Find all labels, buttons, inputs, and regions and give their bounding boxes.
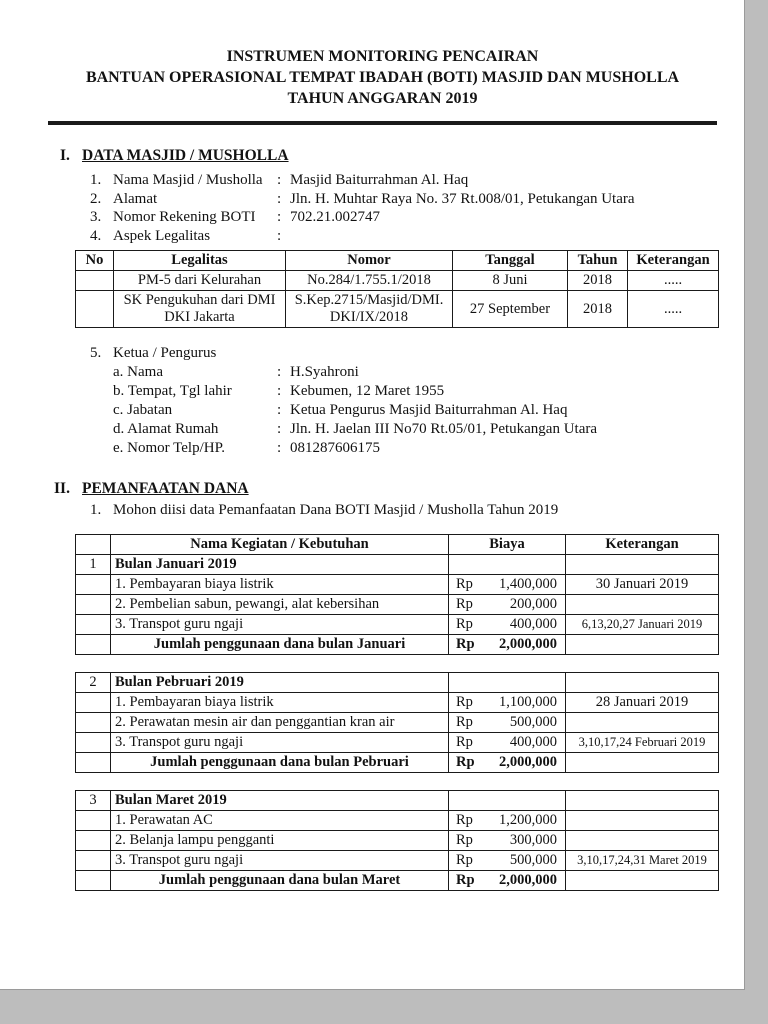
cell-tanggal: 27 September <box>453 291 568 328</box>
total-row <box>76 634 719 654</box>
section-1-number: I. <box>60 147 70 164</box>
cell-legalitas: SK Pengukuhan dari DMI DKI Jakarta <box>114 291 286 328</box>
cell-keterangan: 3,10,17,24 Februari 2019 <box>566 732 719 752</box>
cell-total-label: Jumlah penggunaan dana bulan Januari <box>111 634 449 654</box>
amount: 1,200,000 <box>499 811 557 828</box>
total-row <box>76 870 719 890</box>
cell-biaya <box>449 634 566 654</box>
sub-label: c. Jabatan <box>113 401 173 418</box>
currency-label: Rp <box>456 693 473 710</box>
section-2-number: II. <box>54 479 70 497</box>
month-title-row <box>76 672 719 692</box>
expense-row <box>76 574 719 594</box>
cell-legalitas: PM-5 dari Kelurahan <box>114 271 286 291</box>
cell-keterangan <box>566 870 719 890</box>
item-value: Jln. H. Muhtar Raya No. 37 Rt.008/01, Petukangan Utara <box>290 190 635 207</box>
cell-activity: 2. Perawatan mesin air dan penggantian kran air <box>111 712 449 732</box>
cell-no <box>76 291 114 328</box>
cell-no <box>76 692 111 712</box>
cell-biaya <box>449 574 566 594</box>
header-tahun: Tahun <box>568 251 628 271</box>
item-number: 1. <box>90 172 102 188</box>
item-colon <box>277 344 290 363</box>
amount: 500,000 <box>509 713 557 730</box>
item-value: Masjid Baiturrahman Al. Haq <box>290 172 469 188</box>
cell-activity: 1. Pembayaran biaya listrik <box>111 692 449 712</box>
cell-tahun: 2018 <box>568 291 628 328</box>
currency-label: Rp <box>456 851 473 868</box>
sub-colon: : <box>277 401 282 418</box>
cell-no <box>76 594 111 614</box>
cell-no <box>76 271 114 291</box>
cell-biaya <box>449 752 566 772</box>
item-label: Nama Masjid / Musholla <box>113 172 263 188</box>
cell-biaya <box>449 830 566 850</box>
header-no: No <box>76 251 114 271</box>
cell-biaya <box>449 712 566 732</box>
ketua-subitems <box>113 363 744 458</box>
item-number: 2. <box>90 190 102 207</box>
cell-no <box>76 850 111 870</box>
sub-label: d. Alamat Rumah <box>113 420 219 437</box>
section-1-title: DATA MASJID / MUSHOLLA <box>82 147 289 164</box>
cell-biaya <box>449 614 566 634</box>
currency-label: Rp <box>456 831 473 848</box>
cell-no <box>76 830 111 850</box>
list-item-ketua <box>90 344 744 363</box>
cell-tahun: 2018 <box>568 271 628 291</box>
cell-no <box>76 574 111 594</box>
cell-biaya <box>449 870 566 890</box>
cell-no <box>76 870 111 890</box>
cell-month-title: Bulan Maret 2019 <box>111 790 449 810</box>
title-line-3: TAHUN ANGGARAN 2019 <box>287 90 478 107</box>
cell-total-label: Jumlah penggunaan dana bulan Pebruari <box>111 752 449 772</box>
cell-keterangan: 6,13,20,27 Januari 2019 <box>566 614 719 634</box>
amount: 200,000 <box>509 595 557 612</box>
amount: 1,100,000 <box>499 693 557 710</box>
sub-item-tempat-lahir <box>113 382 744 401</box>
item-value <box>290 344 744 363</box>
masjid-data-list <box>90 171 744 245</box>
currency-label: Rp <box>456 575 473 592</box>
currency-label: Rp <box>456 811 473 828</box>
table-row <box>76 291 719 328</box>
cell-keterangan <box>566 830 719 850</box>
sub-value: Kebumen, 12 Maret 1955 <box>290 382 445 399</box>
cell-keterangan <box>566 594 719 614</box>
currency-label: Rp <box>456 871 475 888</box>
amount: 2,000,000 <box>499 753 557 770</box>
document-title <box>48 46 717 109</box>
cell-keterangan <box>566 790 719 810</box>
currency-label: Rp <box>456 595 473 612</box>
currency-label: Rp <box>456 615 473 632</box>
sub-label: a. Nama <box>113 363 163 380</box>
cell-keterangan <box>566 752 719 772</box>
sub-value: H.Syahroni <box>290 363 359 380</box>
sub-colon: : <box>277 439 282 456</box>
expense-row <box>76 830 719 850</box>
cell-nomor: No.284/1.755.1/2018 <box>286 271 453 291</box>
item-colon: : <box>277 190 282 207</box>
legalitas-table <box>75 250 719 328</box>
cell-no <box>76 634 111 654</box>
amount: 1,400,000 <box>499 575 557 592</box>
sub-colon: : <box>277 382 282 399</box>
cell-keterangan: ..... <box>628 291 719 328</box>
sub-value: Ketua Pengurus Masjid Baiturrahman Al. Haq <box>290 401 568 418</box>
cell-activity: 1. Perawatan AC <box>111 810 449 830</box>
expense-row <box>76 810 719 830</box>
cell-activity: 1. Pembayaran biaya listrik <box>111 574 449 594</box>
amount: 500,000 <box>509 851 557 868</box>
cell-keterangan: ..... <box>628 271 719 291</box>
cell-tanggal: 8 Juni <box>453 271 568 291</box>
list-item-rekening <box>90 208 744 227</box>
expense-row <box>76 692 719 712</box>
title-line-1: INSTRUMEN MONITORING PENCAIRAN <box>226 48 539 65</box>
header-tanggal: Tanggal <box>453 251 568 271</box>
sub-colon: : <box>277 420 282 437</box>
cell-keterangan <box>566 810 719 830</box>
cell-biaya <box>449 692 566 712</box>
expense-row <box>76 594 719 614</box>
item-value <box>290 227 744 246</box>
cell-biaya <box>449 672 566 692</box>
amount: 400,000 <box>509 733 557 750</box>
cell-keterangan: 30 Januari 2019 <box>566 574 719 594</box>
amount: 300,000 <box>509 831 557 848</box>
item-colon: : <box>277 209 282 226</box>
month-title-row <box>76 554 719 574</box>
cell-activity: 3. Transpot guru ngaji <box>111 732 449 752</box>
header-biaya: Biaya <box>449 534 566 554</box>
item-colon: : <box>277 172 282 188</box>
total-row <box>76 752 719 772</box>
sub-item-alamat-rumah <box>113 420 744 439</box>
ketua-pengurus-block <box>90 344 744 363</box>
cell-month-title: Bulan Pebruari 2019 <box>111 672 449 692</box>
cell-keterangan: 3,10,17,24,31 Maret 2019 <box>566 850 719 870</box>
sub-value: 081287606175 <box>290 439 380 456</box>
cell-no <box>76 712 111 732</box>
item-label: Aspek Legalitas <box>113 227 211 244</box>
cell-keterangan <box>566 672 719 692</box>
expense-row <box>76 850 719 870</box>
cell-month-no: 2 <box>76 672 111 692</box>
cell-no <box>76 810 111 830</box>
cell-month-no: 1 <box>76 554 111 574</box>
item-number: 5. <box>90 345 102 362</box>
section-2-intro <box>90 501 744 520</box>
header-nomor: Nomor <box>286 251 453 271</box>
dana-table-januari <box>75 534 719 655</box>
dana-table-pebruari <box>75 672 719 773</box>
item-value: 702.21.002747 <box>290 209 380 226</box>
header-kegiatan: Nama Kegiatan / Kebutuhan <box>111 534 449 554</box>
cell-biaya <box>449 790 566 810</box>
dana-table-maret <box>75 790 719 891</box>
cell-activity: 2. Belanja lampu pengganti <box>111 830 449 850</box>
cell-activity: 2. Pembelian sabun, pewangi, alat kebersihan <box>111 594 449 614</box>
section-2-heading <box>54 480 744 498</box>
intro-number: 1. <box>90 501 102 518</box>
cell-keterangan <box>566 712 719 732</box>
sub-item-nama <box>113 363 744 382</box>
sub-item-jabatan <box>113 401 744 420</box>
item-number: 3. <box>90 209 102 226</box>
cell-activity: 3. Transpot guru ngaji <box>111 850 449 870</box>
section-2-title: PEMANFAATAN DANA <box>82 479 249 497</box>
cell-no <box>76 752 111 772</box>
cell-biaya <box>449 732 566 752</box>
item-number: 4. <box>90 227 102 244</box>
amount: 400,000 <box>509 615 557 632</box>
sub-value: Jln. H. Jaelan III No70 Rt.05/01, Petukangan Utara <box>290 420 598 437</box>
cell-biaya <box>449 594 566 614</box>
sub-label: b. Tempat, Tgl lahir <box>113 382 232 399</box>
item-label: Alamat <box>113 190 158 207</box>
title-divider <box>48 121 717 125</box>
header-legalitas: Legalitas <box>114 251 286 271</box>
cell-no <box>76 614 111 634</box>
list-item-nama-masjid <box>90 171 744 190</box>
sub-label: e. Nomor Telp/HP. <box>113 439 226 456</box>
sub-item-telp <box>113 439 744 458</box>
header-keterangan: Keterangan <box>566 534 719 554</box>
cell-keterangan <box>566 554 719 574</box>
list-item-alamat <box>90 190 744 209</box>
expense-row <box>76 732 719 752</box>
cell-total-label: Jumlah penggunaan dana bulan Maret <box>111 870 449 890</box>
legalitas-header-row <box>76 251 719 271</box>
cell-month-no: 3 <box>76 790 111 810</box>
cell-biaya <box>449 554 566 574</box>
amount: 2,000,000 <box>499 871 557 888</box>
sub-colon: : <box>277 363 282 380</box>
table-row <box>76 271 719 291</box>
item-colon: : <box>277 227 282 244</box>
cell-biaya <box>449 810 566 830</box>
list-item-legalitas <box>90 227 744 246</box>
header-no <box>76 534 111 554</box>
cell-activity: 3. Transpot guru ngaji <box>111 614 449 634</box>
expense-row <box>76 614 719 634</box>
section-1-heading <box>60 147 744 165</box>
expense-row <box>76 712 719 732</box>
currency-label: Rp <box>456 635 475 652</box>
cell-keterangan: 28 Januari 2019 <box>566 692 719 712</box>
currency-label: Rp <box>456 733 473 750</box>
cell-nomor: S.Kep.2715/Masjid/DMI. DKI/IX/2018 <box>286 291 453 328</box>
currency-label: Rp <box>456 713 473 730</box>
title-line-2: BANTUAN OPERASIONAL TEMPAT IBADAH (BOTI) MASJID DAN MUSHOLLA <box>85 69 680 86</box>
month-title-row <box>76 790 719 810</box>
cell-keterangan <box>566 634 719 654</box>
item-label: Ketua / Pengurus <box>113 345 217 362</box>
cell-month-title: Bulan Januari 2019 <box>111 554 449 574</box>
cell-no <box>76 732 111 752</box>
dana-header-row <box>76 534 719 554</box>
currency-label: Rp <box>456 753 475 770</box>
cell-biaya <box>449 850 566 870</box>
header-keterangan: Keterangan <box>628 251 719 271</box>
item-label: Nomor Rekening BOTI <box>113 209 256 226</box>
intro-text: Mohon diisi data Pemanfaatan Dana BOTI Masjid / Musholla Tahun 2019 <box>113 501 559 518</box>
amount: 2,000,000 <box>499 635 557 652</box>
